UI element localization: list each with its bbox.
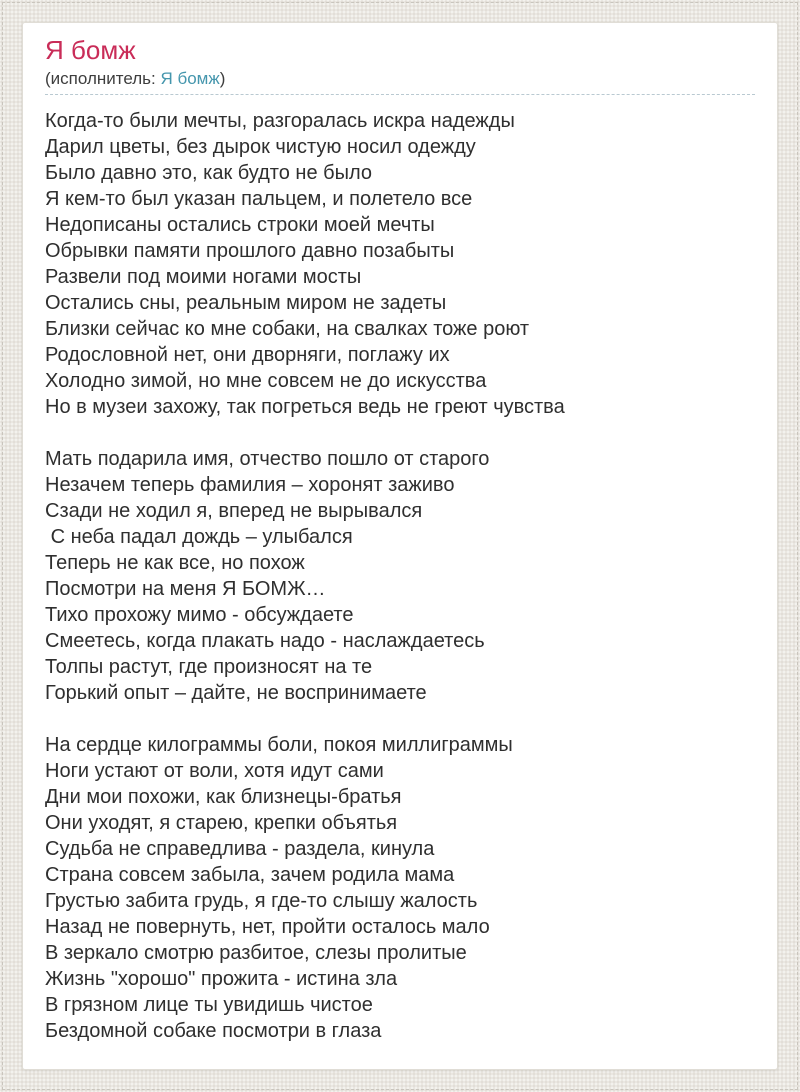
lyric-line: В зеркало смотрю разбитое, слезы пролитые xyxy=(45,942,467,964)
lyric-line: Родословной нет, они дворняги, поглажу их xyxy=(45,344,450,366)
lyric-line: Когда-то были мечты, разгоралась искра надежды xyxy=(45,110,515,132)
artist-link[interactable]: Я бомж xyxy=(160,69,220,88)
lyric-line: Обрывки памяти прошлого давно позабыты xyxy=(45,240,455,262)
lyric-line: Жизнь "хорошо" прожита - истина зла xyxy=(45,968,398,990)
lyric-line: Посмотри на меня Я БОМЖ… xyxy=(45,578,326,600)
lyric-line: Толпы растут, где произносят на те xyxy=(45,656,373,678)
lyric-line: Смеетесь, когда плакать надо - наслаждаетесь xyxy=(45,630,485,652)
lyric-line: С неба падал дождь – улыбался xyxy=(45,526,353,548)
song-title: Я бомж xyxy=(45,35,136,65)
lyrics-text xyxy=(45,108,755,1044)
lyric-line: Они уходят, я старею, крепки объятья xyxy=(45,812,398,834)
lyric-line: На сердце килограммы боли, покоя миллиграммы xyxy=(45,734,513,756)
song-header xyxy=(45,35,755,95)
lyric-line: Недописаны остались строки моей мечты xyxy=(45,214,435,236)
lyric-line: Дни мои похожи, как близнецы-братья xyxy=(45,786,402,808)
lyric-line: Незачем теперь фамилия – хоронят заживо xyxy=(45,474,455,496)
lyric-line: Мать подарила имя, отчество пошло от старого xyxy=(45,448,490,470)
lyric-line: Дарил цветы, без дырок чистую носил одежду xyxy=(45,136,476,158)
artist-line-suffix: ) xyxy=(219,69,226,88)
lyric-line: Развели под моими ногами мосты xyxy=(45,266,362,288)
lyric-line: Назад не повернуть, нет, пройти осталось мало xyxy=(45,916,490,938)
lyric-line: Бездомной собаке посмотри в глаза xyxy=(45,1020,382,1042)
artist-label: (исполнитель: xyxy=(45,69,161,88)
lyric-line: Страна совсем забыла, зачем родила мама xyxy=(45,864,455,886)
lyric-line: Сзади не ходил я, вперед не вырывался xyxy=(45,500,423,522)
lyric-line: Остались сны, реальным миром не задеты xyxy=(45,292,447,314)
lyric-line: В грязном лице ты увидишь чистое xyxy=(45,994,373,1016)
lyric-line: Горький опыт – дайте, не воспринимаете xyxy=(45,682,427,704)
lyrics-card xyxy=(22,22,778,1070)
artist-line xyxy=(45,69,755,89)
lyric-line: Судьба не справедлива - раздела, кинула xyxy=(45,838,435,860)
lyric-line: Тихо прохожу мимо - обсуждаете xyxy=(45,604,354,626)
lyric-line: Теперь не как все, но похож xyxy=(45,552,305,574)
lyric-line xyxy=(45,706,755,732)
lyric-line: Холодно зимой, но мне совсем не до искусства xyxy=(45,370,487,392)
lyric-line: Близки сейчас ко мне собаки, на свалках тоже роют xyxy=(45,318,530,340)
lyric-line: Было давно это, как будто не было xyxy=(45,162,372,184)
lyric-line xyxy=(45,420,755,446)
lyric-line: Грустью забита грудь, я где-то слышу жалость xyxy=(45,890,478,912)
lyric-line: Но в музеи захожу, так погреться ведь не греют чувства xyxy=(45,396,565,418)
lyric-line: Я кем-то был указан пальцем, и полетело все xyxy=(45,188,473,210)
lyric-line: Ноги устают от воли, хотя идут сами xyxy=(45,760,384,782)
